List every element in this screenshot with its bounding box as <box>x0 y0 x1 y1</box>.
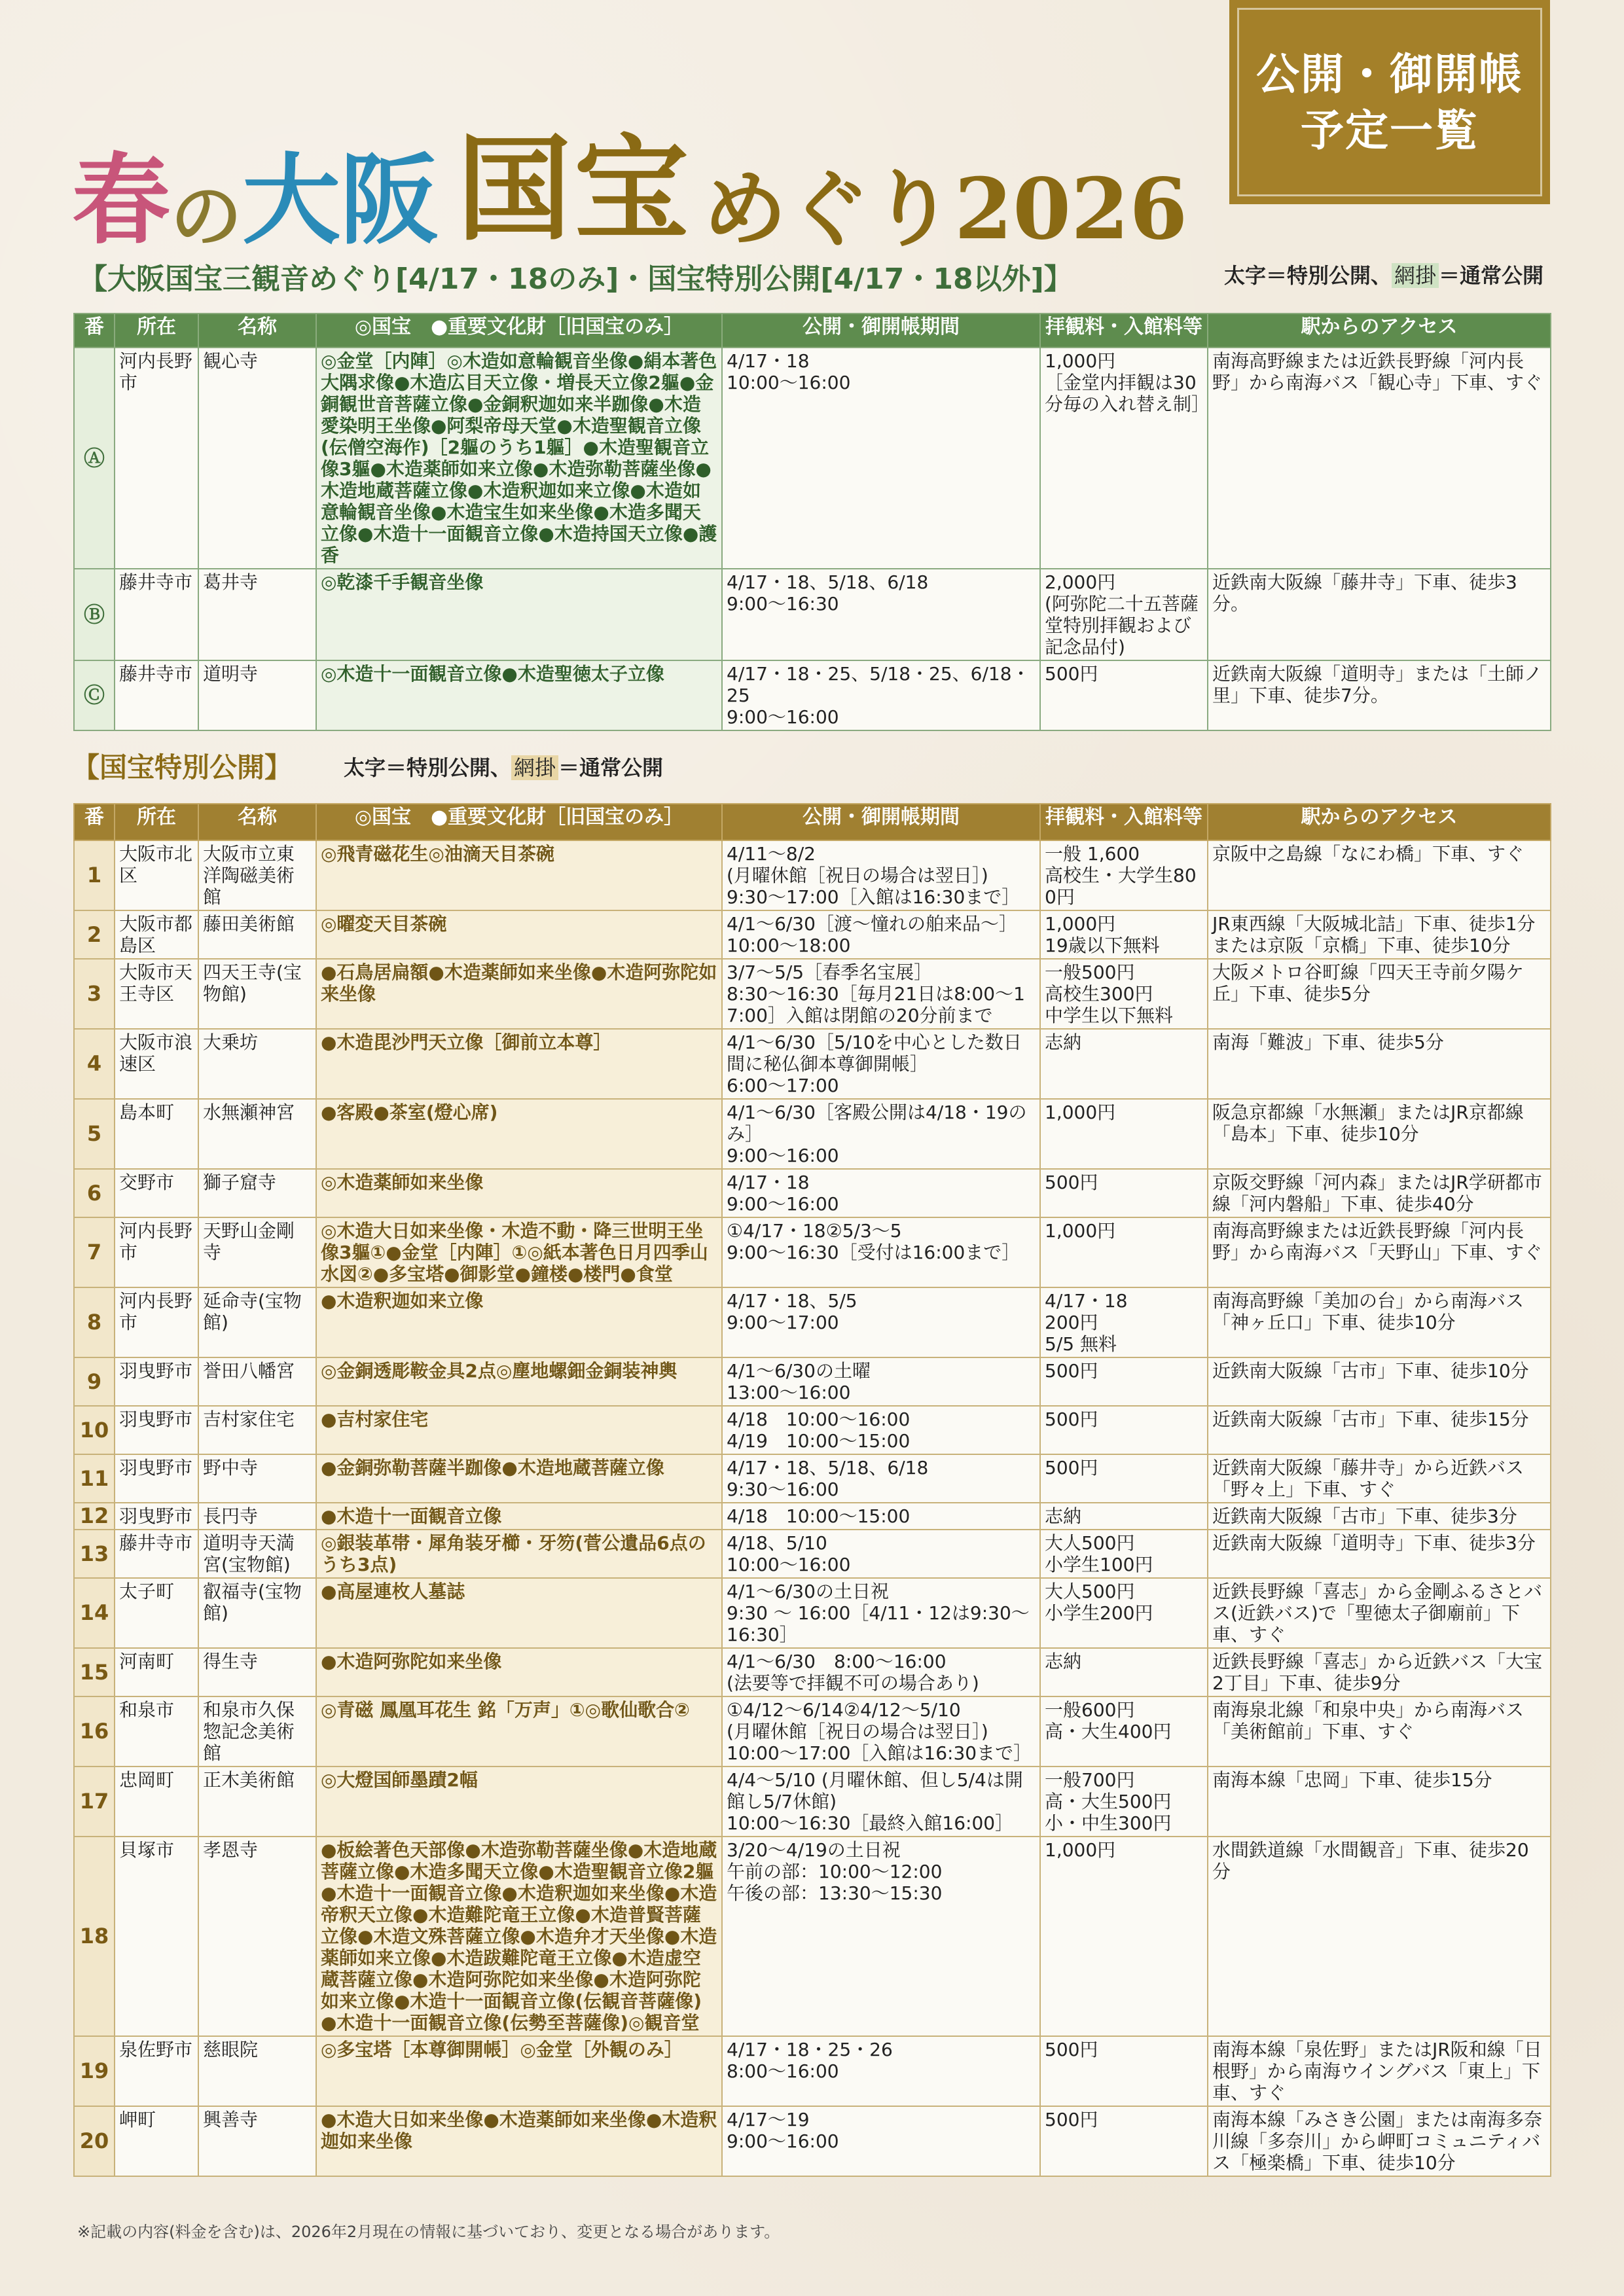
name-cell: 観心寺 <box>198 348 316 569</box>
name-cell: 四天王寺(宝物館) <box>198 959 316 1029</box>
row-number: 17 <box>74 1767 115 1837</box>
fee-cell: 一般600円 高・大生400円 <box>1040 1696 1208 1767</box>
access-cell: 阪急京都線「水無瀬」またはJR京都線「島本」下車、徒歩10分 <box>1208 1099 1551 1169</box>
table-row <box>74 1406 1551 1454</box>
row-number: 6 <box>74 1169 115 1217</box>
access-cell: 南海「難波」下車、徒歩5分 <box>1208 1029 1551 1099</box>
treasure-cell: ●高屋連枚人墓誌 <box>316 1578 722 1648</box>
fee-cell: 一般 1,600 高校生・大学生800円 <box>1040 840 1208 910</box>
period-cell: 4/17・18、5/18、6/18 9:30〜16:00 <box>722 1454 1040 1503</box>
legend-mid: ＝特別公開、 <box>386 755 512 780</box>
fee-cell: 志納 <box>1040 1648 1208 1696</box>
treasure-cell: ◎多宝塔［本尊御開帳］◎金堂［外観のみ］ <box>316 2036 722 2106</box>
name-cell: 獅子窟寺 <box>198 1169 316 1217</box>
access-cell: 京阪中之島線「なにわ橋」下車、すぐ <box>1208 840 1551 910</box>
period-cell: 4/1〜6/30［5/10を中心とした数日間に秘仏御本尊御開帳］ 6:00〜17:00 <box>722 1029 1040 1099</box>
name-cell: 孝恩寺 <box>198 1837 316 2036</box>
period-cell: 4/1〜6/30［渡〜憧れの舶来品〜］ 10:00〜18:00 <box>722 910 1040 959</box>
name-cell: 道明寺天満宮(宝物館) <box>198 1530 316 1578</box>
row-number: 15 <box>74 1648 115 1696</box>
period-cell: 4/1〜6/30の土曜 13:00〜16:00 <box>722 1357 1040 1406</box>
title-osaka: 大阪 <box>242 143 439 258</box>
legend-bold: 太字 <box>1224 263 1267 288</box>
row-number: 18 <box>74 1837 115 2036</box>
schedule-badge <box>1229 0 1550 204</box>
fee-cell: 一般500円 高校生300円 中学生以下無料 <box>1040 959 1208 1029</box>
row-number: 12 <box>74 1503 115 1530</box>
name-cell: 長円寺 <box>198 1503 316 1530</box>
table-row <box>74 840 1551 910</box>
row-number: Ⓑ <box>74 569 115 660</box>
fee-cell: 1,000円 ［金堂内拝観は30分毎の入れ替え制］ <box>1040 348 1208 569</box>
period-cell: 4/1〜6/30［客殿公開は4/18・19のみ］ 9:00〜16:00 <box>722 1099 1040 1169</box>
period-cell: 3/20〜4/19の土日祝 午前の部：10:00〜12:00 午後の部：13:30〜15:30 <box>722 1837 1040 2036</box>
period-cell: 4/18 10:00〜16:00 4/19 10:00〜15:00 <box>722 1406 1040 1454</box>
name-cell: 大乗坊 <box>198 1029 316 1099</box>
table-row <box>74 1648 1551 1696</box>
table-row <box>74 1169 1551 1217</box>
table-row <box>74 569 1551 660</box>
access-cell: 近鉄長野線「喜志」から近鉄バス「大宝2丁目」下車、徒歩9分 <box>1208 1648 1551 1696</box>
table-row <box>74 1530 1551 1578</box>
treasure-cell: ◎飛青磁花生◎油滴天目茶碗 <box>316 840 722 910</box>
column-header: 公開・御開帳期間 <box>722 314 1040 348</box>
location-cell: 忠岡町 <box>115 1767 198 1837</box>
period-cell: 3/7〜5/5［春季名宝展］ 8:30〜16:30［毎月21日は8:00〜17:00］入館は閉館の20分前まで <box>722 959 1040 1029</box>
row-number: 3 <box>74 959 115 1029</box>
treasure-cell: ●石鳥居扁額●木造薬師如来坐像●木造阿弥陀如来坐像 <box>316 959 722 1029</box>
table-row <box>74 1696 1551 1767</box>
legend-end: ＝通常公開 <box>558 755 664 780</box>
access-cell: JR東西線「大阪城北詰」下車、徒歩1分または京阪「京橋」下車、徒歩10分 <box>1208 910 1551 959</box>
row-number: 1 <box>74 840 115 910</box>
row-number: 10 <box>74 1406 115 1454</box>
location-cell: 羽曳野市 <box>115 1406 198 1454</box>
name-cell: 延命寺(宝物館) <box>198 1287 316 1357</box>
column-header: 番 <box>74 314 115 348</box>
table-row <box>74 910 1551 959</box>
access-cell: 近鉄南大阪線「古市」下車、徒歩15分 <box>1208 1406 1551 1454</box>
name-cell: 正木美術館 <box>198 1767 316 1837</box>
table-row <box>74 1357 1551 1406</box>
legend-mid: ＝特別公開、 <box>1266 263 1392 288</box>
fee-cell: 500円 <box>1040 2036 1208 2106</box>
column-header: 名称 <box>198 314 316 348</box>
name-cell: 吉村家住宅 <box>198 1406 316 1454</box>
name-cell: 葛井寺 <box>198 569 316 660</box>
legend-shading: 網掛 <box>1392 263 1439 288</box>
period-cell: ①4/12〜6/14②4/12〜5/10 (月曜休館［祝日の場合は翌日］) 10:00〜17:00［入館は16:30まで］ <box>722 1696 1040 1767</box>
name-cell: 道明寺 <box>198 660 316 730</box>
period-cell: 4/11〜8/2 (月曜休館［祝日の場合は翌日］) 9:30〜17:00［入館は16:30まで］ <box>722 840 1040 910</box>
title-kokuho: 国宝 <box>457 122 692 257</box>
treasure-cell: ◎大燈国師墨蹟2幅 <box>316 1767 722 1837</box>
name-cell: 野中寺 <box>198 1454 316 1503</box>
period-cell: 4/17〜19 9:00〜16:00 <box>722 2106 1040 2176</box>
sankannon-table <box>73 313 1551 731</box>
location-cell: 河内長野市 <box>115 1217 198 1287</box>
treasure-cell: ◎乾漆千手観音坐像 <box>316 569 722 660</box>
access-cell: 南海高野線「美加の台」から南海バス「神ヶ丘口」下車、徒歩10分 <box>1208 1287 1551 1357</box>
name-cell: 天野山金剛寺 <box>198 1217 316 1287</box>
fee-cell: 500円 <box>1040 1357 1208 1406</box>
fee-cell: 500円 <box>1040 1454 1208 1503</box>
column-header: ◎国宝 ●重要文化財［旧国宝のみ］ <box>316 804 722 840</box>
fee-cell: 500円 <box>1040 2106 1208 2176</box>
table-row <box>74 2106 1551 2176</box>
row-number: 9 <box>74 1357 115 1406</box>
access-cell: 近鉄南大阪線「藤井寺」から近鉄バス「野々上」下車、すぐ <box>1208 1454 1551 1503</box>
treasure-cell: ●吉村家住宅 <box>316 1406 722 1454</box>
access-cell: 南海高野線または近鉄長野線「河内長野」から南海バス「観心寺」下車、すぐ <box>1208 348 1551 569</box>
period-cell: 4/17・18、5/18、6/18 9:00〜16:30 <box>722 569 1040 660</box>
row-number: 20 <box>74 2106 115 2176</box>
table-row <box>74 959 1551 1029</box>
fee-cell: 志納 <box>1040 1029 1208 1099</box>
location-cell: 河南町 <box>115 1648 198 1696</box>
location-cell: 大阪市都島区 <box>115 910 198 959</box>
treasure-cell: ◎金堂［内陣］◎木造如意輪観音坐像●絹本著色大隅求像●木造広目天立像・増長天立像2軀●金銅観世音菩薩立像●金銅釈迦如来半跏像●木造愛染明王坐像●阿梨帝母天堂●木造聖観音立像(伝僧空海作)［2軀のうち1軀］●木造聖観音立像3軀●木造薬師如来立像●木造弥勒菩薩坐像●木造地蔵菩薩立像●木造釈迦如来立像●木造如意輪観音坐像●木造宝生如来坐像●木造多聞天立像●木造十一面観音立像●木造持国天立像●護香 <box>316 348 722 569</box>
access-cell: 近鉄南大阪線「道明寺」下車、徒歩3分 <box>1208 1530 1551 1578</box>
section2-legend <box>344 751 663 781</box>
badge-line-1: 公開・御開帳 <box>1256 48 1523 99</box>
fee-cell: 大人500円 小学生200円 <box>1040 1578 1208 1648</box>
treasure-cell: ◎木造十一面観音立像●木造聖徳太子立像 <box>316 660 722 730</box>
treasure-cell: ●木造釈迦如来立像 <box>316 1287 722 1357</box>
treasure-cell: ●板絵著色天部像●木造弥勒菩薩坐像●木造地蔵菩薩立像●木造多聞天立像●木造聖観音立像2軀●木造十一面観音立像●木造釈迦如来坐像●木造帝釈天立像●木造難陀竜王立像●木造普賢菩薩立像●木造文殊菩薩立像●木造弁才天坐像●木造薬師如来立像●木造跋難陀竜王立像●木造虚空蔵菩薩立像●木造阿弥陀如来坐像●木造阿弥陀如来立像●木造十一面観音立像(伝観音菩薩像)●木造十一面観音立像(伝勢至菩薩像)◎観音堂 <box>316 1837 722 2036</box>
access-cell: 近鉄南大阪線「古市」下車、徒歩10分 <box>1208 1357 1551 1406</box>
row-number: Ⓐ <box>74 348 115 569</box>
title-haru: 春 <box>72 143 171 258</box>
row-number: Ⓒ <box>74 660 115 730</box>
location-cell: 藤井寺市 <box>115 569 198 660</box>
table-row <box>74 1454 1551 1503</box>
fee-cell: 1,000円 <box>1040 1837 1208 2036</box>
period-cell: 4/4〜5/10 (月曜休館、但し5/4は開館し5/7休館) 10:00〜16:30［最終入館16:00］ <box>722 1767 1040 1837</box>
row-number: 2 <box>74 910 115 959</box>
location-cell: 貝塚市 <box>115 1837 198 2036</box>
legend-end: ＝通常公開 <box>1439 263 1544 288</box>
access-cell: 南海泉北線「和泉中央」から南海バス「美術館前」下車、すぐ <box>1208 1696 1551 1767</box>
treasure-cell: ◎木造大日如来坐像・木造不動・降三世明王坐像3軀①●金堂［内陣］①◎紙本著色日月四季山水図②●多宝塔●御影堂●鐘楼●楼門●食堂 <box>316 1217 722 1287</box>
column-header: 拝観料・入館料等 <box>1040 804 1208 840</box>
fee-cell: 1,000円 <box>1040 1099 1208 1169</box>
location-cell: 大阪市北区 <box>115 840 198 910</box>
row-number: 19 <box>74 2036 115 2106</box>
row-number: 16 <box>74 1696 115 1767</box>
fee-cell: 1,000円 <box>1040 1217 1208 1287</box>
location-cell: 河内長野市 <box>115 1287 198 1357</box>
period-cell: 4/17・18・25、5/18・25、6/18・25 9:00〜16:00 <box>722 660 1040 730</box>
title-meguri: めぐり2026 <box>703 160 1188 259</box>
table-row <box>74 1767 1551 1837</box>
location-cell: 藤井寺市 <box>115 1530 198 1578</box>
treasure-cell: ●客殿●茶室(燈心席) <box>316 1099 722 1169</box>
table-row <box>74 1837 1551 2036</box>
location-cell: 羽曳野市 <box>115 1503 198 1530</box>
special-exhibition-table <box>73 803 1551 2177</box>
period-cell: 4/17・18、5/5 9:00〜17:00 <box>722 1287 1040 1357</box>
name-cell: 大阪市立東洋陶磁美術館 <box>198 840 316 910</box>
fee-cell: 500円 <box>1040 1406 1208 1454</box>
row-number: 7 <box>74 1217 115 1287</box>
column-header: 名称 <box>198 804 316 840</box>
section2-heading: 【国宝特別公開】 <box>72 751 293 783</box>
fee-cell: 2,000円 (阿弥陀二十五菩薩堂特別拝観および記念品付) <box>1040 569 1208 660</box>
title-no: の <box>170 174 243 259</box>
row-number: 11 <box>74 1454 115 1503</box>
location-cell: 藤井寺市 <box>115 660 198 730</box>
location-cell: 太子町 <box>115 1578 198 1648</box>
row-number: 5 <box>74 1099 115 1169</box>
table-header <box>74 804 1551 840</box>
fee-cell: 一般700円 高・大生500円 小・中生300円 <box>1040 1767 1208 1837</box>
access-cell: 南海本線「泉佐野」またはJR阪和線「日根野」から南海ウイングバス「東上」下車、すぐ <box>1208 2036 1551 2106</box>
period-cell: 4/18、5/10 10:00〜16:00 <box>722 1530 1040 1578</box>
table-row <box>74 348 1551 569</box>
table-row <box>74 1503 1551 1530</box>
section1-heading: 【大阪国宝三観音めぐり[4/17・18のみ]・国宝特別公開[4/17・18以外]】 <box>79 262 1073 296</box>
period-cell: 4/1〜6/30 8:00〜16:00 (法要等で拝観不可の場合あり) <box>722 1648 1040 1696</box>
fee-cell: 1,000円 19歳以下無料 <box>1040 910 1208 959</box>
page-title <box>72 98 1250 259</box>
access-cell: 近鉄長野線「喜志」から金剛ふるさとバス(近鉄バス)で「聖徳太子御廟前」下車、すぐ <box>1208 1578 1551 1648</box>
access-cell: 南海本線「忠岡」下車、徒歩15分 <box>1208 1767 1551 1837</box>
badge-line-2: 予定一覧 <box>1301 105 1479 156</box>
access-cell: 近鉄南大阪線「古市」下車、徒歩3分 <box>1208 1503 1551 1530</box>
fee-cell: 4/17・18 200円 5/5 無料 <box>1040 1287 1208 1357</box>
table-header <box>74 314 1551 348</box>
treasure-cell: ◎曜変天目茶碗 <box>316 910 722 959</box>
location-cell: 島本町 <box>115 1099 198 1169</box>
treasure-cell: ◎木造薬師如来坐像 <box>316 1169 722 1217</box>
row-number: 13 <box>74 1530 115 1578</box>
period-cell: 4/18 10:00〜15:00 <box>722 1503 1040 1530</box>
treasure-cell: ●金銅弥勒菩薩半跏像●木造地蔵菩薩立像 <box>316 1454 722 1503</box>
name-cell: 和泉市久保惣記念美術館 <box>198 1696 316 1767</box>
treasure-cell: ●木造毘沙門天立像［御前立本尊］ <box>316 1029 722 1099</box>
column-header: 拝観料・入館料等 <box>1040 314 1208 348</box>
period-cell: 4/17・18 10:00〜16:00 <box>722 348 1040 569</box>
fee-cell: 大人500円 小学生100円 <box>1040 1530 1208 1578</box>
fee-cell: 志納 <box>1040 1503 1208 1530</box>
legend-bold: 太字 <box>344 755 386 780</box>
table-row <box>74 1217 1551 1287</box>
table-row <box>74 1029 1551 1099</box>
table-row <box>74 2036 1551 2106</box>
location-cell: 羽曳野市 <box>115 1454 198 1503</box>
column-header: 番 <box>74 804 115 840</box>
treasure-cell: ◎銀装革帯・犀角装牙櫛・牙笏(菅公遺品6点のうち3点) <box>316 1530 722 1578</box>
treasure-cell: ●木造十一面観音立像 <box>316 1503 722 1530</box>
access-cell: 南海本線「みさき公園」または南海多奈川線「多奈川」から岬町コミュニティバス「極楽橋」下車、徒歩10分 <box>1208 2106 1551 2176</box>
period-cell: ①4/17・18②5/3〜5 9:00〜16:30［受付は16:00まで］ <box>722 1217 1040 1287</box>
column-header: 駅からのアクセス <box>1208 314 1551 348</box>
fee-cell: 500円 <box>1040 660 1208 730</box>
name-cell: 誉田八幡宮 <box>198 1357 316 1406</box>
location-cell: 羽曳野市 <box>115 1357 198 1406</box>
name-cell: 慈眼院 <box>198 2036 316 2106</box>
location-cell: 交野市 <box>115 1169 198 1217</box>
name-cell: 興善寺 <box>198 2106 316 2176</box>
period-cell: 4/17・18 9:00〜16:00 <box>722 1169 1040 1217</box>
row-number: 8 <box>74 1287 115 1357</box>
table-row <box>74 1578 1551 1648</box>
table-row <box>74 1099 1551 1169</box>
column-header: 駅からのアクセス <box>1208 804 1551 840</box>
name-cell: 藤田美術館 <box>198 910 316 959</box>
treasure-cell: ●木造大日如来坐像●木造薬師如来坐像●木造釈迦如来坐像 <box>316 2106 722 2176</box>
access-cell: 近鉄南大阪線「道明寺」または「土師ノ里」下車、徒歩7分。 <box>1208 660 1551 730</box>
treasure-cell: ●木造阿弥陀如来坐像 <box>316 1648 722 1696</box>
row-number: 14 <box>74 1578 115 1648</box>
table-row <box>74 660 1551 730</box>
period-cell: 4/1〜6/30の土日祝 9:30 〜 16:00［4/11・12は9:30〜16:30］ <box>722 1578 1040 1648</box>
column-header: 公開・御開帳期間 <box>722 804 1040 840</box>
location-cell: 大阪市天王寺区 <box>115 959 198 1029</box>
name-cell: 叡福寺(宝物館) <box>198 1578 316 1648</box>
row-number: 4 <box>74 1029 115 1099</box>
location-cell: 和泉市 <box>115 1696 198 1767</box>
location-cell: 河内長野市 <box>115 348 198 569</box>
section1-legend <box>1224 259 1543 289</box>
column-header: 所在 <box>115 314 198 348</box>
legend-shading: 網掛 <box>511 755 558 780</box>
table-row <box>74 1287 1551 1357</box>
period-cell: 4/17・18・25・26 8:00〜16:00 <box>722 2036 1040 2106</box>
access-cell: 南海高野線または近鉄長野線「河内長野」から南海バス「天野山」下車、すぐ <box>1208 1217 1551 1287</box>
treasure-cell: ◎青磁 鳳凰耳花生 銘「万声」①◎歌仙歌合② <box>316 1696 722 1767</box>
name-cell: 水無瀬神宮 <box>198 1099 316 1169</box>
access-cell: 近鉄南大阪線「藤井寺」下車、徒歩3分。 <box>1208 569 1551 660</box>
footnote: ※記載の内容(料金を含む)は、2026年2月現在の情報に基づいており、変更となる場合があります。 <box>77 2223 780 2241</box>
location-cell: 岬町 <box>115 2106 198 2176</box>
access-cell: 大阪メトロ谷町線「四天王寺前夕陽ケ丘」下車、徒歩5分 <box>1208 959 1551 1029</box>
access-cell: 水間鉄道線「水間観音」下車、徒歩20分 <box>1208 1837 1551 2036</box>
location-cell: 大阪市浪速区 <box>115 1029 198 1099</box>
column-header: 所在 <box>115 804 198 840</box>
treasure-cell: ◎金銅透彫鞍金具2点◎塵地螺鈿金銅装神輿 <box>316 1357 722 1406</box>
location-cell: 泉佐野市 <box>115 2036 198 2106</box>
column-header: ◎国宝 ●重要文化財［旧国宝のみ］ <box>316 314 722 348</box>
fee-cell: 500円 <box>1040 1169 1208 1217</box>
access-cell: 京阪交野線「河内森」またはJR学研都市線「河内磐船」下車、徒歩40分 <box>1208 1169 1551 1217</box>
name-cell: 得生寺 <box>198 1648 316 1696</box>
